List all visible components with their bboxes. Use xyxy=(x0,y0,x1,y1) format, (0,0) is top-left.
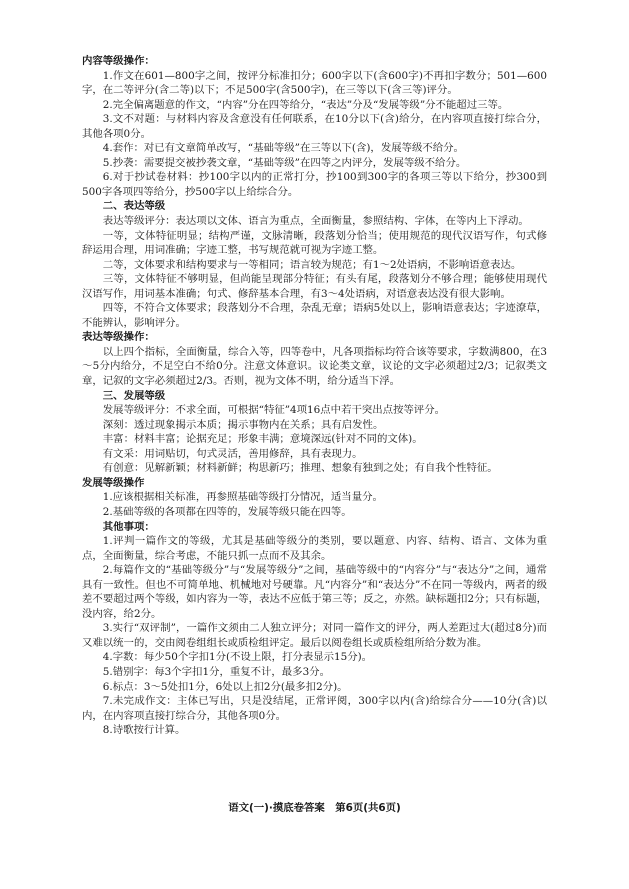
paragraph: 4.字数：每少50个字扣1分(不设上限，打分表显示15分)。 xyxy=(102,651,373,664)
paragraph: 1.评判一篇作文的等级，尤其是基础等级分的类别，要以题意、内容、结构、语言、文体为重点，全面衡量，综合考虑，不能只抓一点而不及其余。 xyxy=(82,535,547,562)
section-heading: 二、表达等级 xyxy=(102,200,166,213)
paragraph: 以上四个指标，全面衡量，综合入等，四等卷中，凡各项指标均符合该等要求，字数满800，在3～5分内给分，不足空白不给0分。注意文体意识。议论类文章，议论的文字必须超过2/3；记叙类文章，记叙的文字必须超过2/3。否则，视为文体不明，给分适当下浮。 xyxy=(82,345,547,388)
paragraph: 深刻：透过现象揭示本质；揭示事物内在关系；具有启发性。 xyxy=(102,418,384,431)
section-heading: 三、发展等级 xyxy=(102,389,166,402)
paragraph: 发展等级评分：不求全面，可根据“特征”4项16点中若干突出点按等评分。 xyxy=(102,404,445,417)
paragraph: 丰富：材料丰富；论据充足；形象丰满；意境深远(针对不同的文体)。 xyxy=(102,433,423,446)
paragraph: 四等，不符合文体要求；段落划分不合理，杂乱无章；语病5处以上，影响语意表达；字迹潦草，不能辨认，影响评分。 xyxy=(82,302,547,329)
paragraph: 5.抄袭：需要提交被抄袭文章，“基础等级”在四等之内评分，发展等级不给分。 xyxy=(102,156,467,169)
document-body xyxy=(82,54,547,738)
paragraph: 有创意：见解新颖；材料新鲜；构思新巧；推理、想象有独到之处；有自我个性特征。 xyxy=(102,462,498,475)
paragraph: 有文采：用词贴切，句式灵活，善用修辞，具有表现力。 xyxy=(102,447,363,460)
paragraph: 3.文不对题：与材料内容及含意没有任何联系，在10分以下(含)给分，在内容项直接打综合分，其他各项0分。 xyxy=(82,113,547,140)
section-heading: 其他事项： xyxy=(102,520,155,533)
paragraph: 1.应该根据相关标准，再参照基础等级打分情况，适当量分。 xyxy=(102,491,383,504)
section-heading: 表达等级操作： xyxy=(82,331,155,344)
paragraph: 三等，文体特征不够明显，但尚能呈现部分特征；有头有尾，段落划分不够合理；能够使用现代汉语写作，用词基本准确；句式、修辞基本合理，有3～4处语病，对语意表达没有很大影响。 xyxy=(82,273,547,300)
paragraph: 6.对于抄试卷材料：抄100字以内的正常打分，抄100到300字的各项三等以下给分，抄300到500字各项四等给分，抄500字以上给综合分。 xyxy=(82,171,547,198)
paragraph: 2.基础等级的各项都在四等的，发展等级只能在四等。 xyxy=(102,505,352,518)
paragraph: 表达等级评分：表达项以文体、语言为重点，全面衡量，参照结构、字体，在等内上下浮动。 xyxy=(102,215,529,228)
paragraph: 8.诗歌按行计算。 xyxy=(102,724,186,737)
paragraph: 6.标点：3～5处扣1分，6处以上扣2分(最多扣2分)。 xyxy=(102,680,348,693)
paragraph: 7.未完成作文：主体已写出，只是没结尾，正常评阅，300字以内(含)给综合分——10分(含)以内，在内容项直接打综合分，其他各项0分。 xyxy=(82,695,547,722)
paragraph: 二等，文体要求和结构要求与一等相同；语言较为规范；有1～2处语病，不影响语意表达。 xyxy=(102,258,522,271)
paragraph: 5.错别字：每3个字扣1分，重复不计，最多3分。 xyxy=(102,665,330,678)
page-footer: 语文(一)·摸底卷答案 第6页(共6页) xyxy=(228,802,401,814)
section-heading: 发展等级操作 xyxy=(82,476,145,489)
paragraph: 3.实行“双评制”，一篇作文须由二人独立评分；对同一篇作文的评分，两人差距过大(超过8分)而又难以统一的，交由阅卷组组长或质检组评定。最后以阅卷组长或质检组所给分数为准。 xyxy=(82,622,547,649)
section-heading: 内容等级操作： xyxy=(82,55,155,67)
paragraph: 1.作文在601—800字之间，按评分标准扣分；600字以下(含600字)不再扣字数分；501—600字，在二等评分(含二等)以下；不足500字(含500字)，在三等以下(含三等)评分。 xyxy=(82,69,547,97)
paragraph: 2.完全偏离题意的作文，“内容”分在四等给分，“表达”分及“发展等级”分不能超过三等。 xyxy=(102,98,509,111)
paragraph: 2.每篇作文的“基础等级分”与“发展等级分”之间，基础等级中的“内容分”与“表达分”之间，通常具有一致性。但也不可简单地、机械地对号硬靠。凡“内容分”和“表达分”不在同一等级内，两者的级差不要超过两个等级，如内容为一等，表达不应低于第三等；反之，亦然。缺标题扣2分；只有标题，没内容，给2分。 xyxy=(82,564,547,620)
paragraph: 一等，文体特征明显；结构严谨，文脉清晰，段落划分恰当；使用规范的现代汉语写作，句式修辞运用合理，用词准确；字迹工整，书写规范就可视为字迹工整。 xyxy=(82,229,547,257)
paragraph: 4.套作：对已有文章简单改写，“基础等级”在三等以下(含)，发展等级不给分。 xyxy=(102,142,464,155)
